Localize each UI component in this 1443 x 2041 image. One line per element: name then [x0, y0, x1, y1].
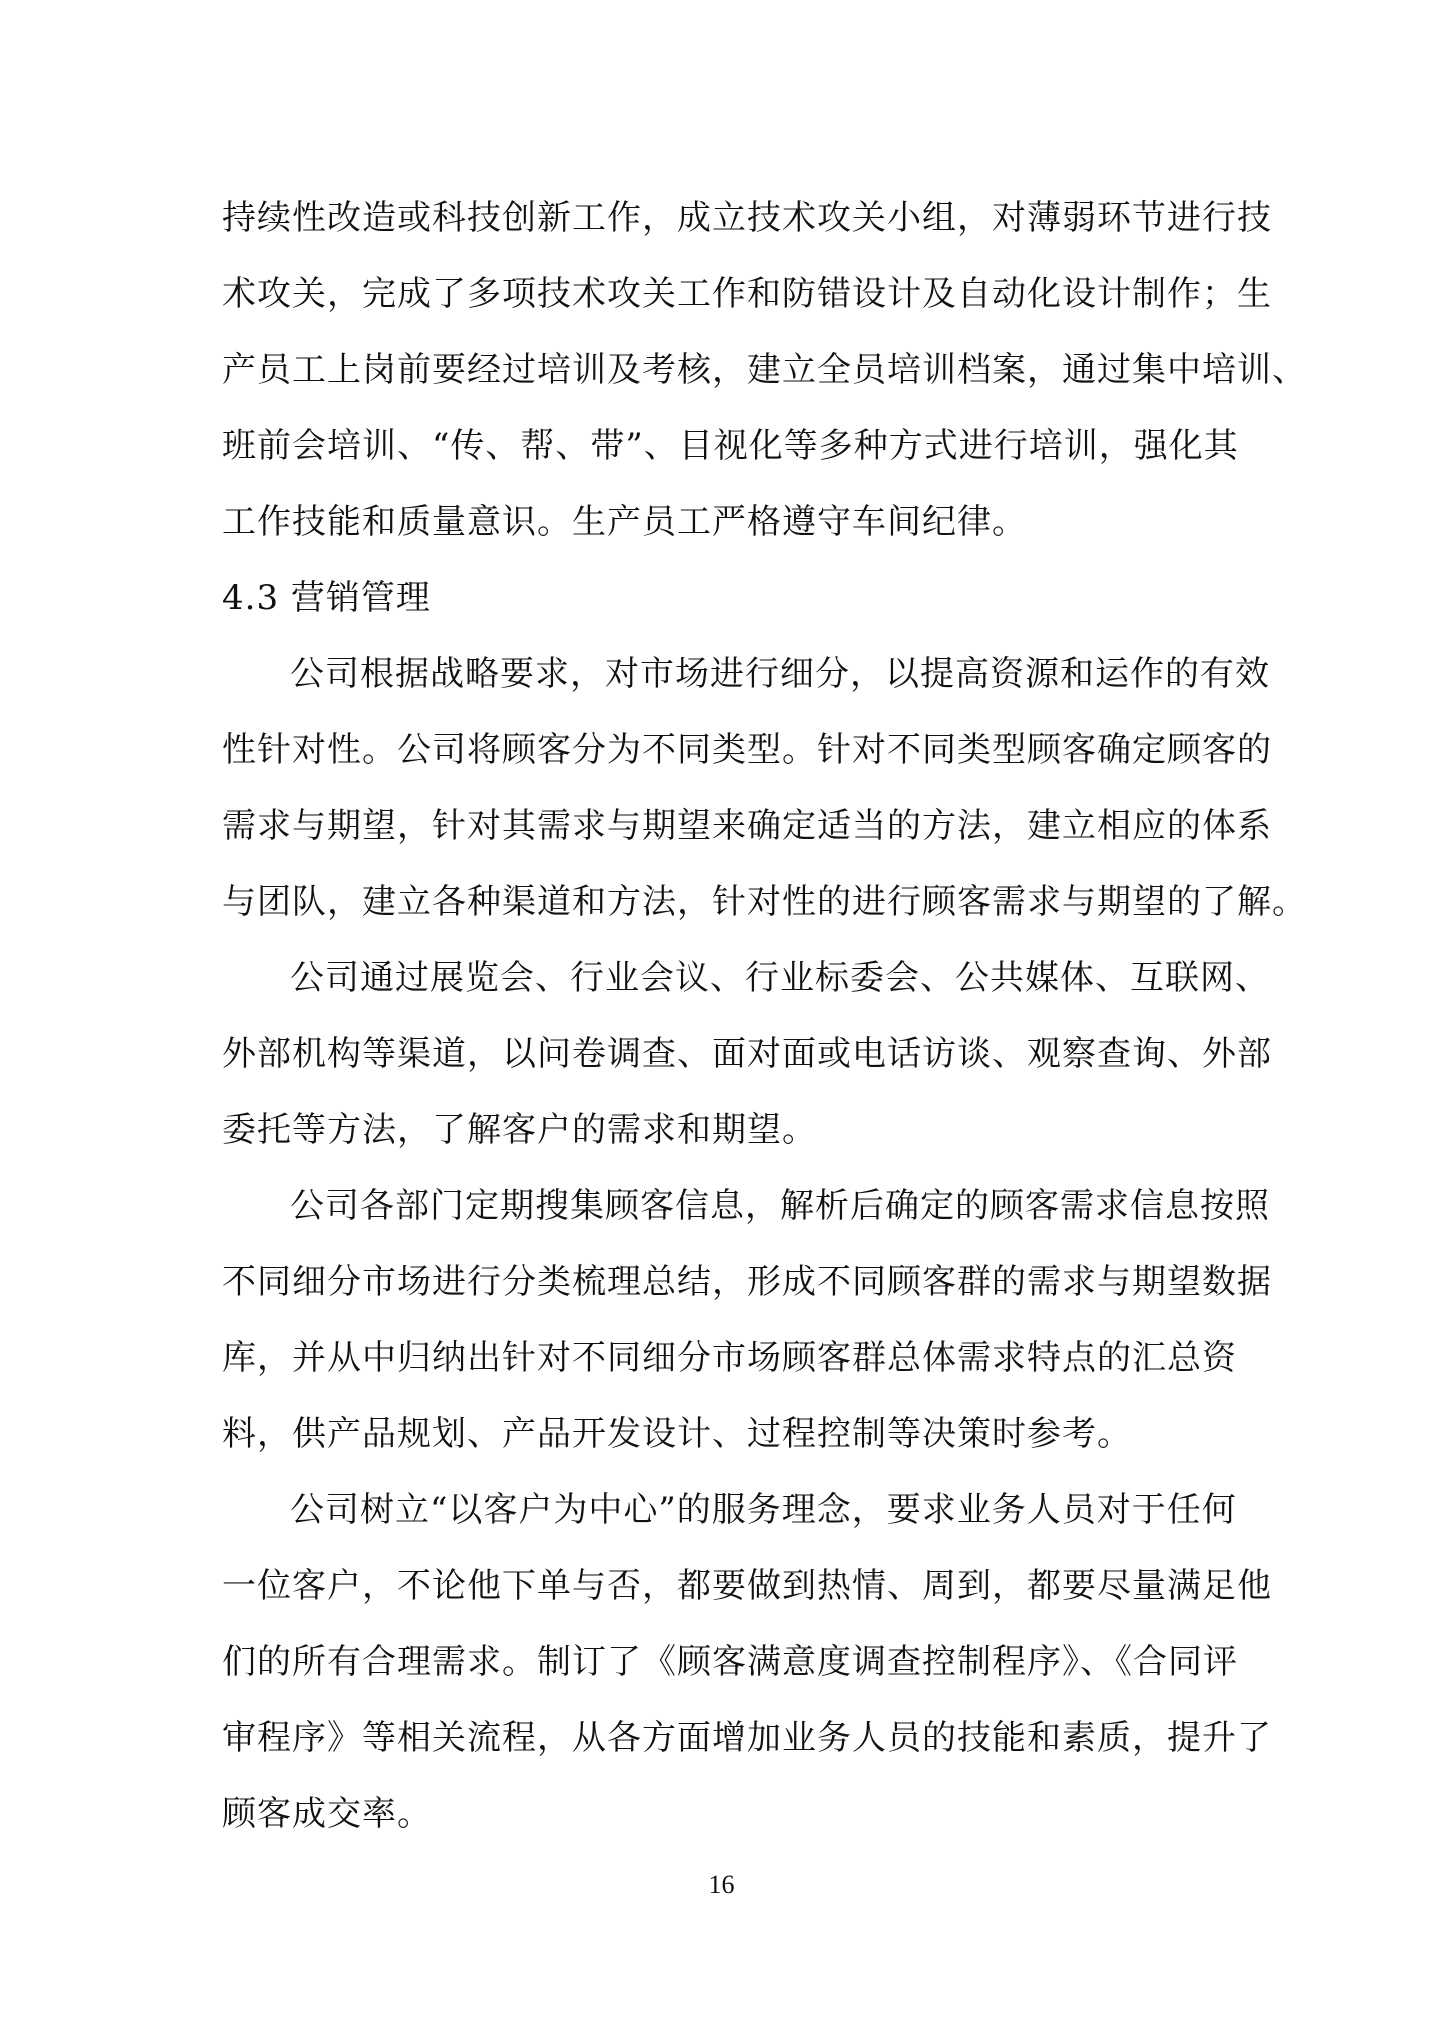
paragraph-line: 库，并从中归纳出针对不同细分市场顾客群总体需求特点的汇总资 [222, 1338, 1237, 1378]
paragraph-line: 工作技能和质量意识。生产员工严格遵守车间纪律。 [222, 502, 1027, 542]
paragraph-line: 审程序》等相关流程，从各方面增加业务人员的技能和素质，提升了 [222, 1718, 1272, 1758]
paragraph-line: 料，供产品规划、产品开发设计、过程控制等决策时参考。 [222, 1414, 1132, 1454]
paragraph-line: 持续性改造或科技创新工作，成立技术攻关小组，对薄弱环节进行技 [222, 198, 1272, 238]
paragraph-line: 不同细分市场进行分类梳理总结，形成不同顾客群的需求与期望数据 [222, 1262, 1272, 1302]
paragraph-line: 与团队，建立各种渠道和方法，针对性的进行顾客需求与期望的了解。 [222, 882, 1307, 922]
paragraph-line: 顾客成交率。 [222, 1794, 432, 1834]
paragraph-line: 公司通过展览会、行业会议、行业标委会、公共媒体、互联网、 [290, 958, 1270, 998]
paragraph-line: 委托等方法，了解客户的需求和期望。 [222, 1110, 817, 1150]
paragraph-line: 产员工上岗前要经过培训及考核，建立全员培训档案，通过集中培训、 [222, 350, 1307, 390]
paragraph-line: 公司根据战略要求，对市场进行细分，以提高资源和运作的有效 [290, 654, 1270, 694]
paragraph-line: 外部机构等渠道，以问卷调查、面对面或电话访谈、观察查询、外部 [222, 1034, 1272, 1074]
paragraph-line: 需求与期望，针对其需求与期望来确定适当的方法，建立相应的体系 [222, 806, 1272, 846]
document-body [222, 180, 1307, 1852]
paragraph-line: 们的所有合理需求。制订了《顾客满意度调查控制程序》、《合同评 [222, 1642, 1238, 1682]
section-heading: 4.3 营销管理 [222, 578, 431, 618]
paragraph-line: 班前会培训、“传、帮、带”、目视化等多种方式进行培训，强化其 [222, 426, 1239, 466]
paragraph-line: 一位客户，不论他下单与否，都要做到热情、周到，都要尽量满足他 [222, 1566, 1272, 1606]
page-number: 16 [708, 1870, 735, 1899]
paragraph-line: 性针对性。公司将顾客分为不同类型。针对不同类型顾客确定顾客的 [222, 730, 1272, 770]
paragraph-line: 公司各部门定期搜集顾客信息，解析后确定的顾客需求信息按照 [290, 1186, 1270, 1226]
paragraph-line: 术攻关，完成了多项技术攻关工作和防错设计及自动化设计制作；生 [222, 274, 1272, 314]
paragraph-line: 公司树立“以客户为中心”的服务理念，要求业务人员对于任何 [290, 1490, 1237, 1530]
